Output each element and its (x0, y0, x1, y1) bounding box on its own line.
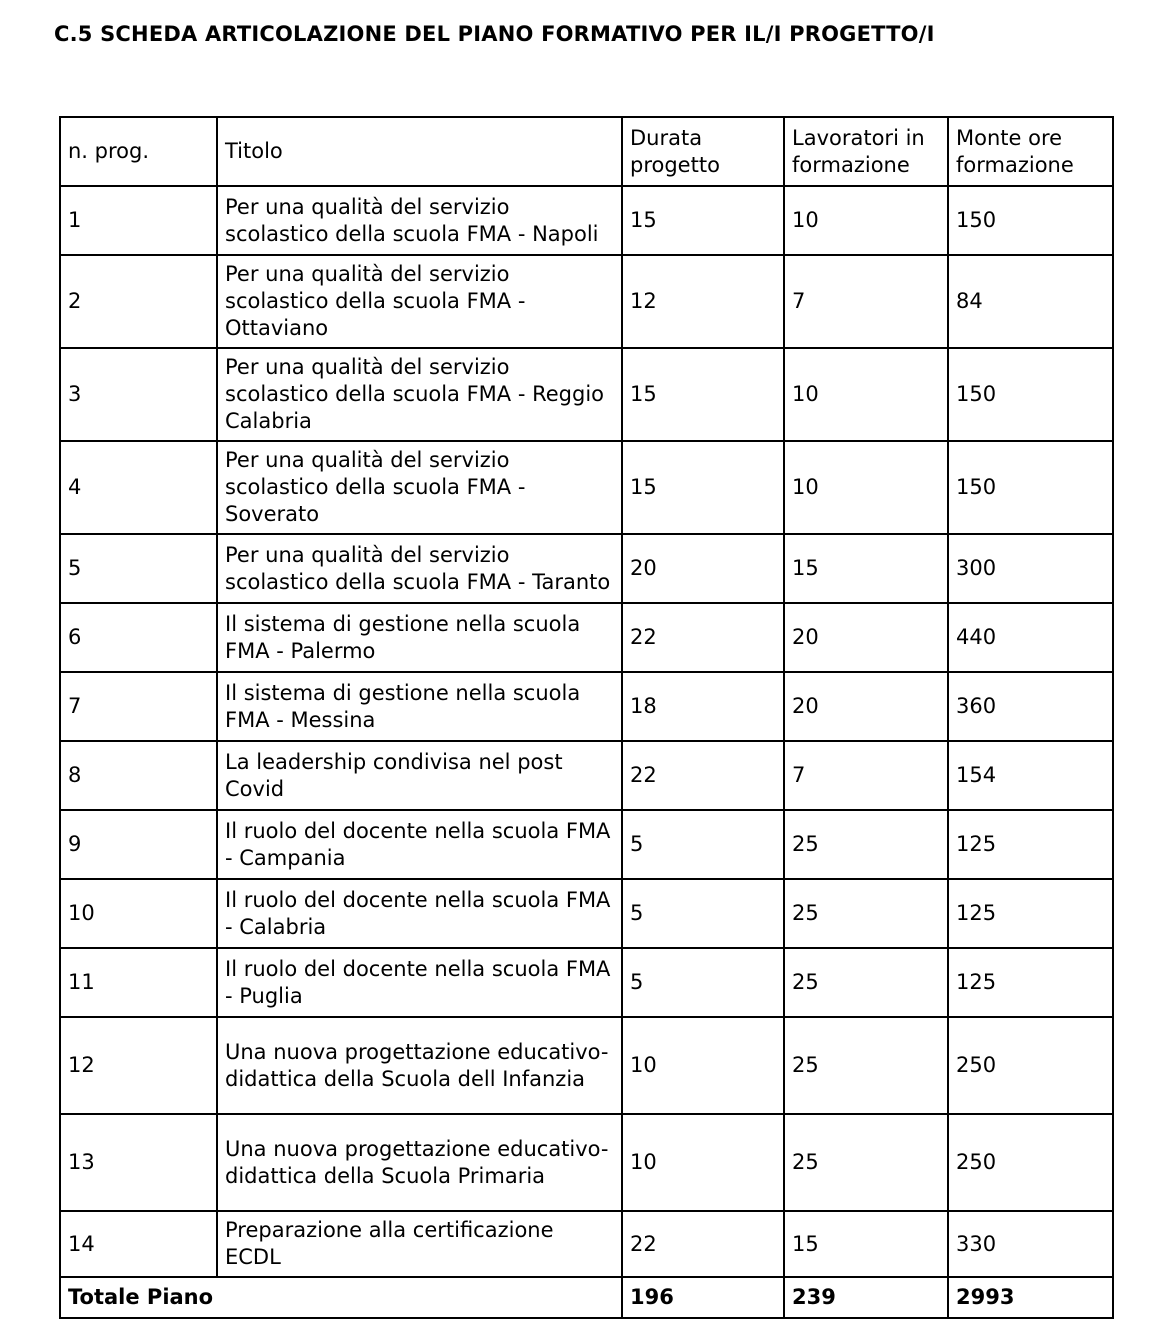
cell-durata: 12 (622, 255, 784, 348)
cell-titolo: Il ruolo del docente nella scuola FMA - Campania (217, 810, 622, 879)
cell-lavoratori: 7 (784, 741, 948, 810)
cell-lavoratori: 15 (784, 534, 948, 603)
cell-monte-ore: 150 (948, 441, 1113, 534)
total-lavoratori: 239 (784, 1277, 948, 1318)
cell-monte-ore: 250 (948, 1114, 1113, 1211)
cell-durata: 15 (622, 441, 784, 534)
cell-n-prog: 2 (60, 255, 217, 348)
table-row (60, 741, 1113, 810)
cell-durata: 5 (622, 879, 784, 948)
cell-titolo: Per una qualità del servizio scolastico della scuola FMA - Soverato (217, 441, 622, 534)
table-row (60, 948, 1113, 1017)
totals-row (60, 1277, 1113, 1318)
cell-monte-ore: 440 (948, 603, 1113, 672)
cell-monte-ore: 125 (948, 948, 1113, 1017)
cell-durata: 22 (622, 1211, 784, 1277)
totals-label: Totale Piano (60, 1277, 622, 1318)
cell-lavoratori: 25 (784, 879, 948, 948)
cell-monte-ore: 84 (948, 255, 1113, 348)
cell-lavoratori: 7 (784, 255, 948, 348)
cell-lavoratori: 25 (784, 948, 948, 1017)
table-header-row (60, 117, 1113, 186)
table-row (60, 186, 1113, 255)
total-monte-ore: 2993 (948, 1277, 1113, 1318)
cell-monte-ore: 125 (948, 810, 1113, 879)
cell-monte-ore: 154 (948, 741, 1113, 810)
header-monte-ore: Monte ore formazione (948, 117, 1113, 186)
cell-monte-ore: 150 (948, 348, 1113, 441)
header-lavoratori: Lavoratori in formazione (784, 117, 948, 186)
header-n-prog: n. prog. (60, 117, 217, 186)
cell-monte-ore: 360 (948, 672, 1113, 741)
cell-n-prog: 6 (60, 603, 217, 672)
cell-titolo: Per una qualità del servizio scolastico della scuola FMA - Taranto (217, 534, 622, 603)
cell-monte-ore: 250 (948, 1017, 1113, 1114)
header-titolo: Titolo (217, 117, 622, 186)
cell-n-prog: 3 (60, 348, 217, 441)
cell-n-prog: 13 (60, 1114, 217, 1211)
cell-n-prog: 1 (60, 186, 217, 255)
cell-lavoratori: 10 (784, 348, 948, 441)
header-durata: Durata progetto (622, 117, 784, 186)
cell-titolo: La leadership condivisa nel post Covid (217, 741, 622, 810)
cell-titolo: Preparazione alla certificazione ECDL (217, 1211, 622, 1277)
total-durata: 196 (622, 1277, 784, 1318)
cell-n-prog: 5 (60, 534, 217, 603)
cell-durata: 22 (622, 741, 784, 810)
cell-n-prog: 8 (60, 741, 217, 810)
cell-n-prog: 11 (60, 948, 217, 1017)
cell-lavoratori: 25 (784, 1114, 948, 1211)
table-row (60, 603, 1113, 672)
table-row (60, 348, 1113, 441)
cell-titolo: Per una qualità del servizio scolastico della scuola FMA - Napoli (217, 186, 622, 255)
table-row (60, 255, 1113, 348)
cell-n-prog: 10 (60, 879, 217, 948)
cell-durata: 20 (622, 534, 784, 603)
table-row (60, 810, 1113, 879)
table-row (60, 1211, 1113, 1277)
cell-monte-ore: 125 (948, 879, 1113, 948)
cell-lavoratori: 20 (784, 603, 948, 672)
cell-titolo: Una nuova progettazione educativo-didattica della Scuola dell Infanzia (217, 1017, 622, 1114)
cell-n-prog: 7 (60, 672, 217, 741)
cell-durata: 10 (622, 1114, 784, 1211)
cell-lavoratori: 15 (784, 1211, 948, 1277)
cell-titolo: Il sistema di gestione nella scuola FMA - Messina (217, 672, 622, 741)
cell-monte-ore: 300 (948, 534, 1113, 603)
cell-monte-ore: 330 (948, 1211, 1113, 1277)
cell-durata: 22 (622, 603, 784, 672)
cell-titolo: Il sistema di gestione nella scuola FMA - Palermo (217, 603, 622, 672)
table-row (60, 441, 1113, 534)
cell-titolo: Una nuova progettazione educativo-didattica della Scuola Primaria (217, 1114, 622, 1211)
cell-lavoratori: 10 (784, 441, 948, 534)
table-row (60, 672, 1113, 741)
cell-lavoratori: 25 (784, 1017, 948, 1114)
table-row (60, 879, 1113, 948)
cell-n-prog: 14 (60, 1211, 217, 1277)
cell-durata: 5 (622, 810, 784, 879)
page-title: C.5 SCHEDA ARTICOLAZIONE DEL PIANO FORMATIVO PER IL/I PROGETTO/I (54, 22, 935, 46)
cell-durata: 15 (622, 348, 784, 441)
cell-titolo: Il ruolo del docente nella scuola FMA - Puglia (217, 948, 622, 1017)
cell-lavoratori: 25 (784, 810, 948, 879)
cell-titolo: Il ruolo del docente nella scuola FMA - Calabria (217, 879, 622, 948)
cell-n-prog: 4 (60, 441, 217, 534)
cell-n-prog: 12 (60, 1017, 217, 1114)
cell-titolo: Per una qualità del servizio scolastico della scuola FMA - Reggio Calabria (217, 348, 622, 441)
training-plan-table (59, 116, 1114, 1319)
cell-titolo: Per una qualità del servizio scolastico della scuola FMA - Ottaviano (217, 255, 622, 348)
cell-durata: 18 (622, 672, 784, 741)
table-row (60, 534, 1113, 603)
cell-monte-ore: 150 (948, 186, 1113, 255)
cell-lavoratori: 10 (784, 186, 948, 255)
table-row (60, 1017, 1113, 1114)
cell-durata: 5 (622, 948, 784, 1017)
table-row (60, 1114, 1113, 1211)
cell-durata: 10 (622, 1017, 784, 1114)
cell-durata: 15 (622, 186, 784, 255)
cell-lavoratori: 20 (784, 672, 948, 741)
cell-n-prog: 9 (60, 810, 217, 879)
